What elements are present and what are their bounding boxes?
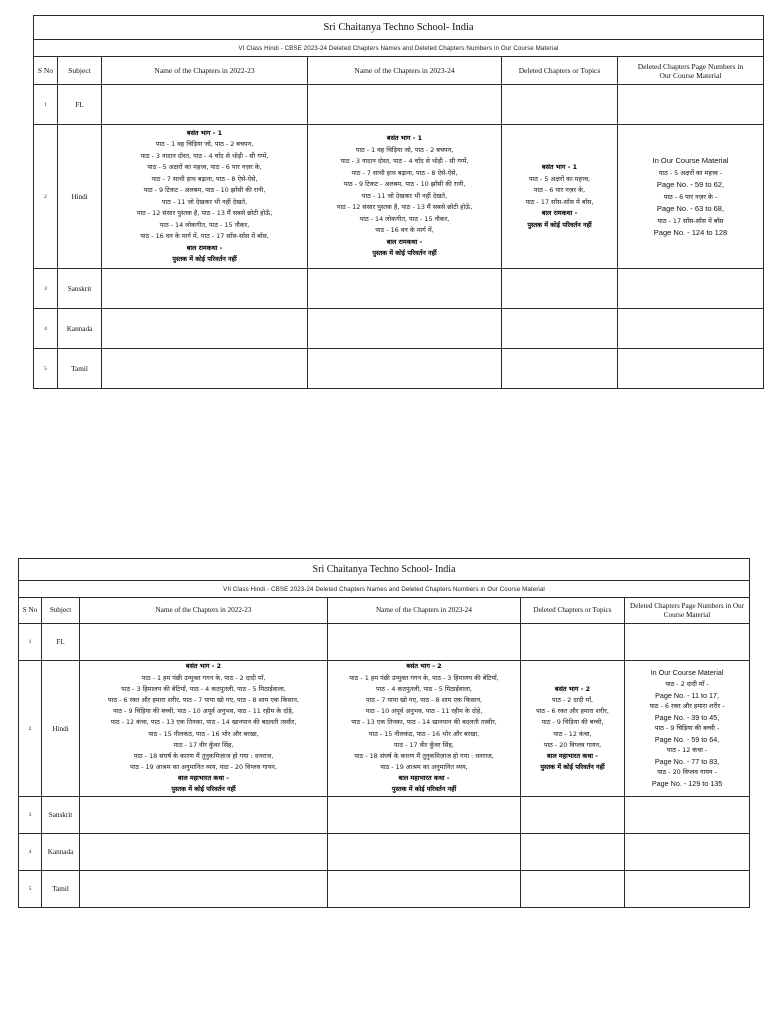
table-subtitle: VI Class Hindi - CBSE 2023-24 Deleted Chapters Names and Deleted Chapters Numbers in Our Course Material [34,40,764,57]
serial-number-cell: 1 [34,85,58,125]
supplementary-book: बाल महाभारत कथा - [398,774,450,783]
deleted-chapter-name: पाठ - 5 अक्षरों का महत्त्व - [658,168,723,177]
deleted-chapters-cell [502,349,618,389]
chapter-line: पाठ - 17 साँस-साँस में बाँस, [525,197,594,206]
deleted-chapters-cell [502,309,618,349]
serial-number-cell: 2 [19,661,42,797]
chapter-line: पाठ - 20 विप्लव गायन, [543,740,602,749]
chapter-line: पाठ - 7 साथी हाथ बढ़ाना, पाठ - 8 ऐसे-ऐसे, [351,168,458,177]
header-chapters-2022-23: Name of the Chapters in 2022-23 [80,598,328,624]
deleted-chapters-cell [521,797,625,834]
chapter-line: पाठ - 1 वह चिड़िया जो, पाठ - 2 बचपन, [155,140,254,148]
serial-number-cell: 3 [34,269,58,309]
page-range: Page No. - 77 to 83, [654,757,720,767]
page-range: Page No. - 124 to 128 [653,227,728,237]
page-range: Page No. - 63 to 68, [656,203,725,213]
chapter-line: पाठ - 1 हम पंछी उन्मुक्त गगन के, पाठ - 2 दादी माँ, [141,673,266,682]
chapter-line: पाठ - 9 टिकट - अलबम, पाठ - 10 झाँसी की रानी, [143,186,266,194]
page-range: Page No. - 59 to 64, [654,735,720,745]
subject-row [19,661,750,797]
deleted-page-numbers-cell [618,269,764,309]
chapter-line: पाठ - 1 वह चिड़िया जो, पाठ - 2 बचपन, [355,145,454,154]
supplementary-book: बाल रामकथा - [541,209,578,217]
deleted-page-numbers-cell [625,624,750,661]
header-row [34,57,764,85]
supplementary-book: बाल महाभारत कथा - [178,774,229,783]
header-page-numbers: Deleted Chapters Page Numbers in Our Course Material [618,57,764,85]
subject-cell: Sanskrit [58,269,102,309]
book-title: बसंत भाग - 2 [406,662,442,671]
book-title: बसंत भाग - 1 [186,128,223,137]
deleted-chapters-cell [502,85,618,125]
table-body [34,16,764,389]
chapters-2022-23-cell [102,85,308,125]
school-title: Sri Chaitanya Techno School- India [34,16,764,40]
header-chapters-2022-23: Name of the Chapters in 2022-23 [102,57,308,85]
chapter-line: पाठ - 11 जो देखकर भी नहीं देखते, [361,191,448,200]
deleted-page-numbers-cell [618,125,764,269]
subtitle-row [34,40,764,57]
subject-row [34,349,764,389]
chapter-line: पाठ - 13 एक तिनका, पाठ - 14 खानपान की बदलती तस्वीर, [351,718,497,727]
deleted-chapters-cell [502,269,618,309]
deleted-chapter-name: पाठ - 12 कंचा - [666,746,708,755]
deleted-page-numbers-cell [625,871,750,908]
chapter-line: पाठ - 9 टिकट - अलबम, पाठ - 10 झाँसी की रानी, [343,180,466,189]
subject-cell: Tamil [58,349,102,389]
no-change-note: पुस्तक में कोई परिवर्तन नहीं [372,249,437,258]
chapters-2022-23-cell [80,834,328,871]
page-range: Page No. - 129 to 135 [651,779,723,789]
subject-cell: Kannada [42,834,80,871]
no-change-note: पुस्तक में कोई परिवर्तन नहीं [540,763,605,772]
chapters-2023-24-cell [308,269,502,309]
page-range: Page No. - 39 to 45, [654,712,720,722]
chapter-line: पाठ - 5 अक्षरों का महत्त्व, [528,174,591,183]
deleted-chapters-cell [521,834,625,871]
chapter-line: पाठ - 18 संघर्ष के कारण मैं तुनुकमिज़ाज हो गया : धनराज, [354,751,494,760]
chapter-line: पाठ - 3 नादान दोस्त, पाठ - 4 चाँद से थोड़ी - सी गप्पें, [140,151,269,160]
chapter-line: पाठ - 18 संघर्ष के कारण मैं तुनुकमिज़ाज हो गया : धनराज, [133,751,274,760]
subject-row [19,834,750,871]
no-change-note: पुस्तक में कोई परिवर्तन नहीं [527,220,592,229]
deleted-chapter-name: पाठ - 6 रक्त और हमारा शरीर - [649,701,725,710]
vii-class-chapters-table [18,558,750,908]
chapter-line: पाठ - 3 नादान दोस्त, पाठ - 4 चाँद से थोड़ी - सी गप्पें, [340,157,469,166]
chapters-2022-23-cell [80,661,328,797]
table-subtitle: VII Class Hindi - CBSE 2023-24 Deleted Chapters Names and Deleted Chapters Numbers in Our Course Material [19,581,750,598]
chapters-2023-24-cell [308,85,502,125]
chapter-line: पाठ - 17 वीर कुँवर सिंह, [394,740,454,749]
header-page-numbers: Deleted Chapters Page Numbers in Our Course Material [625,598,750,624]
deleted-chapters-cell [521,871,625,908]
chapter-line: पाठ - 16 वन के मार्ग में, पाठ - 17 साँस-साँस में बाँस, [140,232,269,240]
chapters-2023-24-cell [328,661,521,797]
subject-row [34,85,764,125]
chapters-2022-23-cell [102,125,308,269]
chapter-line: पाठ - 2 दादी माँ, [551,695,594,704]
chapter-line: पाठ - 12 कंचा, पाठ - 13 एक तिनका, पाठ - 14 खानपान की बदलती तस्वीर, [110,718,297,727]
chapters-2023-24-cell [328,797,521,834]
chapters-2023-24-cell [308,349,502,389]
chapter-line: पाठ - 7 साथी हाथ बढ़ाना, पाठ - 8 ऐसे-ऐसे, [151,174,258,183]
serial-number-cell: 3 [19,797,42,834]
serial-number-cell: 1 [19,624,42,661]
no-change-note: पुस्तक में कोई परिवर्तन नहीं [391,785,457,794]
chapters-2022-23-cell [102,349,308,389]
book-title: बसंत भाग - 2 [554,684,591,693]
deleted-chapters-cell [502,125,618,269]
serial-number-cell: 5 [34,349,58,389]
deleted-page-numbers-cell [625,797,750,834]
deleted-chapters-cell [521,661,625,797]
subject-cell: FL [58,85,102,125]
chapter-line: पाठ - 9 चिड़िया की बच्ची, [541,718,604,727]
subject-row [34,269,764,309]
supplementary-book: बाल महाभारत कथा - [547,751,598,760]
chapter-line: पाठ - 12 कंचा, [553,729,592,738]
deleted-page-numbers-cell [618,309,764,349]
chapter-line: पाठ - 4 कठपुतली, पाठ - 5 मिठाईवाला, [375,684,473,693]
chapter-line: पाठ - 12 संसार पुस्तक है, पाठ - 13 मैं सबसे छोटी होऊँ, [136,209,273,217]
chapter-line: पाठ - 1 हम पंछी उन्मुक्त गगन के, पाठ - 3 हिमालय की बेटियाँ, [349,673,499,682]
deleted-page-numbers-cell [618,85,764,125]
subject-cell: Hindi [58,125,102,269]
chapter-line: पाठ - 3 हिमालय की बेटियाँ, पाठ - 4 कठपुतली, पाठ - 5 मिठाईवाला, [121,684,286,693]
course-material-heading: In Our Course Material [650,668,724,678]
header-chapters-2023-24: Name of the Chapters in 2023-24 [308,57,502,85]
deleted-page-numbers-cell [625,661,750,797]
serial-number-cell: 5 [19,871,42,908]
chapter-line: पाठ - 6 रक्त और हमारा शरीर, [536,707,609,716]
chapter-line: पाठ - 11 जो देखकर भी नहीं देखते, [161,197,248,206]
subject-row [19,871,750,908]
chapter-line: पाठ - 14 लोकगीत, पाठ - 15 नौकर, [159,220,250,229]
subject-cell: Hindi [42,661,80,797]
chapter-line: पाठ - 15 नीलकंठ, पाठ - 16 भोर और बरखा, [368,729,480,738]
chapter-line: पाठ - 16 वन के मार्ग में, [375,226,434,235]
deleted-chapter-name: पाठ - 6 पार नज़र के - [663,192,718,201]
chapters-2022-23-cell [80,797,328,834]
header-deleted: Deleted Chapters or Topics [521,598,625,624]
no-change-note: पुस्तक में कोई परिवर्तन नहीं [171,785,236,794]
chapter-line: पाठ - 9 चिड़िया की बच्ची, पाठ - 10 अपूर्व अनुभव, पाठ - 11 रहीम के दोहे, [113,707,294,716]
chapters-2022-23-cell [102,309,308,349]
chapters-2023-24-cell [328,624,521,661]
deleted-chapter-name: पाठ - 17 साँस-साँस में बाँस [657,216,724,225]
chapter-line: पाठ - 12 संसार पुस्तक है, पाठ - 13 मैं सबसे छोटी होऊँ, [336,203,473,212]
book-title: बसंत भाग - 1 [541,163,578,171]
chapter-line: पाठ - 6 पार नज़र के, [533,186,586,194]
header-sno: S No [34,57,58,85]
subject-row [34,309,764,349]
chapters-2022-23-cell [80,624,328,661]
serial-number-cell: 4 [19,834,42,871]
table-body [19,559,750,908]
no-change-note: पुस्तक में कोई परिवर्तन नहीं [172,255,237,263]
supplementary-book: बाल रामकथा - [386,237,423,246]
page-range: Page No. - 11 to 17, [655,690,719,700]
subject-cell: Kannada [58,309,102,349]
subject-row [34,125,764,269]
chapter-line: पाठ - 6 रक्त और हमारा शरीर, पाठ - 7 पापा खो गए, पाठ - 8 शाम एक किसान, [108,695,299,704]
deleted-chapters-cell [521,624,625,661]
school-title: Sri Chaitanya Techno School- India [19,559,750,581]
header-subject: Subject [58,57,102,85]
deleted-chapter-name: पाठ - 9 चिड़िया की बच्ची - [654,723,720,732]
chapter-line: पाठ - 7 पापा खो गए, पाठ - 8 शाम एक किसान, [365,695,483,704]
serial-number-cell: 4 [34,309,58,349]
subject-cell: Sanskrit [42,797,80,834]
page-range: Page No. - 59 to 62, [656,179,725,189]
header-sno: S No [19,598,42,624]
chapter-line: पाठ - 14 लोकगीत, पाठ - 15 नौकर, [359,214,450,223]
chapter-line: पाठ - 19 आश्रम का अनुमानित व्यय, पाठ - 20 विप्लव गायन, [130,763,277,772]
subject-row [19,624,750,661]
deleted-page-numbers-cell [625,834,750,871]
header-deleted: Deleted Chapters or Topics [502,57,618,85]
chapter-line: पाठ - 19 आश्रम का अनुमानित व्यय, [380,763,468,772]
course-material-heading: In Our Course Material [652,155,729,165]
book-title: बसंत भाग - 2 [185,662,222,671]
deleted-page-numbers-cell [618,349,764,389]
vi-class-chapters-table [33,15,764,389]
subject-row [19,797,750,834]
chapters-2023-24-cell [308,125,502,269]
book-title: बसंत भाग - 1 [386,134,423,143]
chapters-2023-24-cell [328,871,521,908]
deleted-chapter-name: पाठ - 20 विप्लव गायन - [657,768,717,777]
chapter-line: पाठ - 15 नीलकंठ, पाठ - 16 भोर और बरखा, [148,729,259,738]
chapters-2022-23-cell [80,871,328,908]
serial-number-cell: 2 [34,125,58,269]
subtitle-row [19,581,750,598]
chapters-2023-24-cell [328,834,521,871]
header-chapters-2023-24: Name of the Chapters in 2023-24 [328,598,521,624]
chapter-line: पाठ - 5 अक्षरों का महत्त्व, पाठ - 6 पार नज़र के, [147,163,262,171]
header-subject: Subject [42,598,80,624]
header-row [19,598,750,624]
subject-cell: Tamil [42,871,80,908]
chapters-2022-23-cell [102,269,308,309]
title-row [34,16,764,40]
chapter-line: पाठ - 10 अपूर्व अनुभव, पाठ - 11 रहीम के दोहे, [365,707,483,716]
chapter-line: पाठ - 17 वीर कुँवर सिंह, [173,740,234,749]
deleted-chapter-name: पाठ - 2 दादी माँ - [665,679,709,688]
title-row [19,559,750,581]
chapters-2023-24-cell [308,309,502,349]
subject-cell: FL [42,624,80,661]
supplementary-book: बाल रामकथा - [186,243,223,252]
